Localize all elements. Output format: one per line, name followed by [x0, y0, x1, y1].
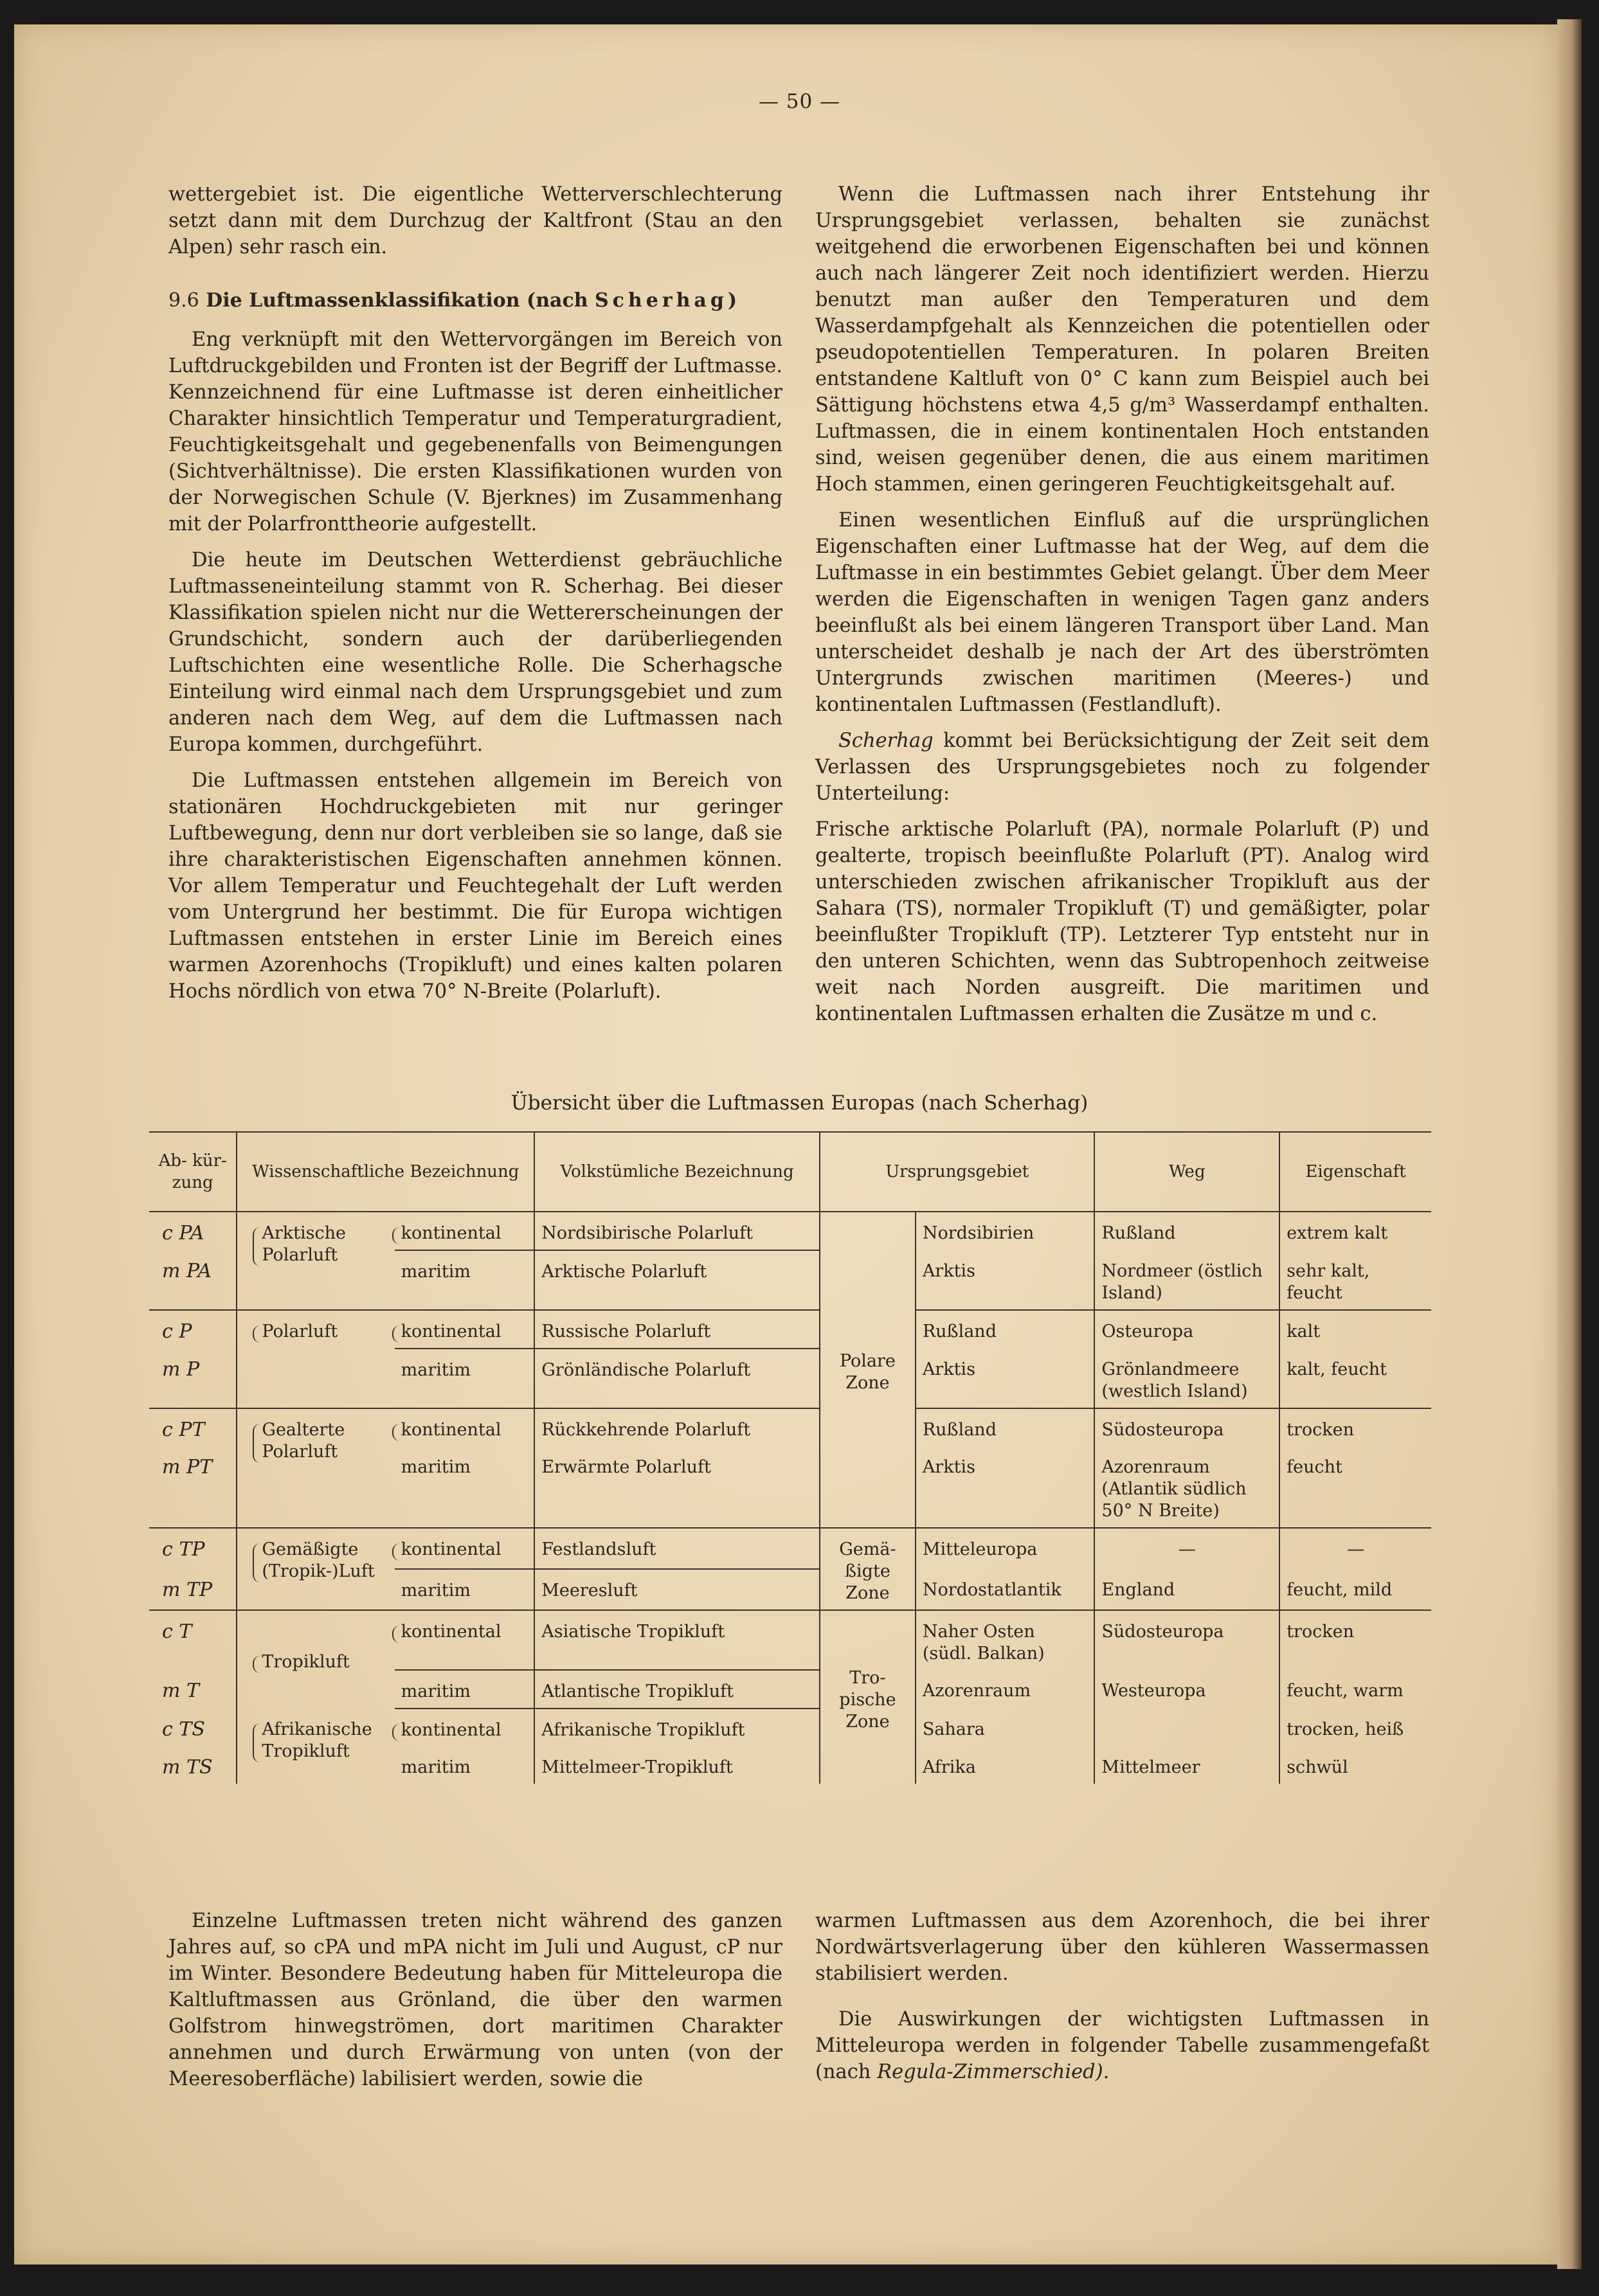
zone-temperate: Gemä- ßigte Zone: [820, 1528, 916, 1610]
paragraph: Scherhag kommt bei Berücksichtigung der Zeit seit dem Verlassen des Ursprungsgebietes noch zu folgender Unterteilung:: [815, 730, 1429, 805]
table-row: m PA maritim Arktische Polarluft Arktis Nordmeer (östlich Island) sehr kalt, feucht: [149, 1250, 1431, 1310]
table-row: m TP maritim Meeresluft Nordostatlantik England feucht, mild: [149, 1569, 1431, 1610]
zone-polar: Polare Zone: [820, 1212, 916, 1528]
air-mass-table: [149, 1131, 1431, 1784]
header-prop: Eigenschaft: [1279, 1132, 1431, 1212]
header-pop: Volkstümliche Bezeichnung: [534, 1132, 820, 1212]
section-heading: 9.6 Die Luftmassenklassifikation (nach Scherhag): [168, 289, 741, 312]
bottom-left-column: [168, 1908, 782, 2092]
header-abbr: Ab- kür- zung: [149, 1132, 237, 1212]
paragraph: Einzelne Luftmassen treten nicht während des ganzen Jahres auf, so cPA und mPA nicht im Juli und August, cP nur im Winter. Besondere Bedeutung haben für Mitteleuropa die Kaltluftmassen aus Grönland, die über den warmen Golfstrom hinwegströmen, dort maritimen Charakter annehmen und durch Erwärmung von unten (von der Meeresoberfläche) labilisiert werden, sowie die: [168, 1910, 782, 2090]
paragraph: Die Luftmassen entstehen allgemein im Bereich von stationären Hochdruckgebieten mit nur geringer Luftbewegung, denn nur dort verbleiben sie so lange, daß sie ihre charakteristischen Eigenschaften annehmen können. Vor allem Temperatur und Feuchtegehalt der Luft werden vom Untergrund her bestimmt. Die für Europa wichtigen Luftmassen entstehen in erster Linie im Bereich eines warmen Azorenhochs (Tropikluft) und eines kalten polaren Hochs nördlich von etwa 70° N-Breite (Polarluft).: [168, 769, 782, 1003]
paragraph: Die heute im Deutschen Wetterdienst gebräuchliche Luftmasseneinteilung stammt von R. Scherhag. Bei dieser Klassifikation spielen nicht nur die Wettererscheinungen der Grundschicht, sondern auch der darüberliegenden Luftschichten eine wesentliche Rolle. Die Scherhagsche Einteilung wird einmal nach dem Ursprungsgebiet und zum anderen nach dem Weg, auf dem die Luftmassen nach Europa kommen, durchgeführt.: [168, 549, 782, 756]
paragraph: wettergebiet ist. Die eigentliche Wetterverschlechterung setzt dann mit dem Durchzug der Kaltfront (Stau an den Alpen) sehr rasch ein.: [168, 183, 782, 258]
table-row: c PT Gealterte Polarluft kontinental Rückkehrende Polarluft Rußland Südosteuropa trocken: [149, 1408, 1431, 1446]
paragraph: warmen Luftmassen aus dem Azorenhoch, die bei ihrer Nordwärtsverlagerung über den kühleren Wassermassen stabilisiert werden.: [815, 1910, 1429, 1985]
page-number: — 50 —: [758, 90, 841, 113]
right-column: [815, 181, 1429, 1027]
table-row: c TP Gemäßigte (Tropik-)Luft kontinental Festlandsluft Gemä- ßigte Zone Mitteleuropa — —: [149, 1528, 1431, 1569]
zone-tropical: Tro- pische Zone: [820, 1610, 916, 1784]
paragraph: Wenn die Luftmassen nach ihrer Entstehung ihr Ursprungsgebiet verlassen, behalten sie zunächst weitgehend die erworbenen Eigenschaften bei und können auch nach längerer Zeit noch identifiziert werden. Hierzu benutzt man außer den Temperaturen und dem Wasserdampfgehalt als Kennzeichen die potentiellen oder pseudopotentiellen Temperaturen. In polaren Breiten entstandene Kaltluft von 0° C kann zum Beispiel auch bei Sättigung höchstens etwa 4,5 g/m³ Wasserdampf enthalten. Luftmassen, die in einem kontinentalen Hoch entstanden sind, weisen gegenüber denen, die aus einem maritimen Hoch stammen, einen geringeren Feuchtigkeitsgehalt auf.: [815, 183, 1429, 496]
table-row: c PA Arktische Polarluft kontinental Nordsibirische Polarluft Polare Zone Nordsibirien Rußland extrem kalt: [149, 1212, 1431, 1250]
paragraph: Einen wesentlichen Einfluß auf die ursprünglichen Eigenschaften einer Luftmasse hat der Weg, auf dem die Luftmasse in ein bestimmtes Gebiet gelangt. Über dem Meer werden die Eigenschaften in wenigen Tagen ganz anders beeinflußt als bei einem längeren Transport über Land. Man unterscheidet deshalb je nach der Art des überströmten Untergrunds zwischen maritimen (Meeres-) und kontinentalen Luftmassen (Festlandluft).: [815, 509, 1429, 716]
paragraph: Die Auswirkungen der wichtigsten Luftmassen in Mitteleuropa werden in folgender Tabelle zusammengefaßt (nach Regula-Zimmerschied).: [815, 2008, 1429, 2083]
table-row: m P maritim Grönländische Polarluft Arktis Grönlandmeere (westlich Island) kalt, feucht: [149, 1349, 1431, 1408]
page-edge: [1557, 19, 1582, 2269]
table-header-row: [149, 1132, 1431, 1212]
header-sci: Wissenschaftliche Bezeichnung: [237, 1132, 534, 1212]
table-row: m TS maritim Mittelmeer-Tropikluft Afrika Mittelmeer schwül: [149, 1746, 1431, 1784]
table-row: c P Polarluft kontinental Russische Polarluft Rußland Osteuropa kalt: [149, 1310, 1431, 1349]
paragraph: Frische arktische Polarluft (PA), normale Polarluft (P) und gealterte, tropisch beeinflußte Polarluft (PT). Analog wird unterschieden zwischen afrikanischer Tropikluft aus der Sahara (TS), normaler Tropikluft (T) und gemäßigter, polar beeinflußter Tropikluft (TP). Letzterer Typ entsteht nur in den unteren Schichten, wenn das Subtropenhoch zeitweise weit nach Norden ausgreift. Die maritimen und kontinentalen Luftmassen erhalten die Zusätze m und c.: [815, 818, 1429, 1025]
table-title: Übersicht über die Luftmassen Europas (nach Scherhag): [510, 1091, 1089, 1115]
table-row: m PT maritim Erwärmte Polarluft Arktis Azorenraum (Atlantik südlich 50° N Breite) feucht: [149, 1446, 1431, 1528]
table-row: c T Tropikluft kontinental Asiatische Tropikluft Tro- pische Zone Naher Osten (südl. Balkan) Südosteuropa trocken: [149, 1610, 1431, 1670]
left-column: [168, 181, 782, 1005]
bottom-right-column: [815, 1908, 1429, 2085]
paragraph: Eng verknüpft mit den Wettervorgängen im Bereich von Luftdruckgebilden und Fronten ist der Begriff der Luftmasse. Kennzeichnend für eine Luftmasse ist deren einheitlicher Charakter hinsichtlich Temperatur und Temperaturgradient, Feuchtigkeitsgehalt und gegebenenfalls von Beimengungen (Sichtverhältnisse). Die ersten Klassifikationen wurden von der Norwegischen Schule (V. Bjerknes) im Zusammenhang mit der Polarfronttheorie aufgestellt.: [168, 328, 782, 535]
table-row: m T maritim Atlantische Tropikluft Azorenraum Westeuropa feucht, warm: [149, 1670, 1431, 1709]
header-origin: Ursprungsgebiet: [820, 1132, 1094, 1212]
table-row: c TS Afrikanische Tropikluft kontinental Afrikanische Tropikluft Sahara trocken, heiß: [149, 1709, 1431, 1746]
header-way: Weg: [1094, 1132, 1279, 1212]
